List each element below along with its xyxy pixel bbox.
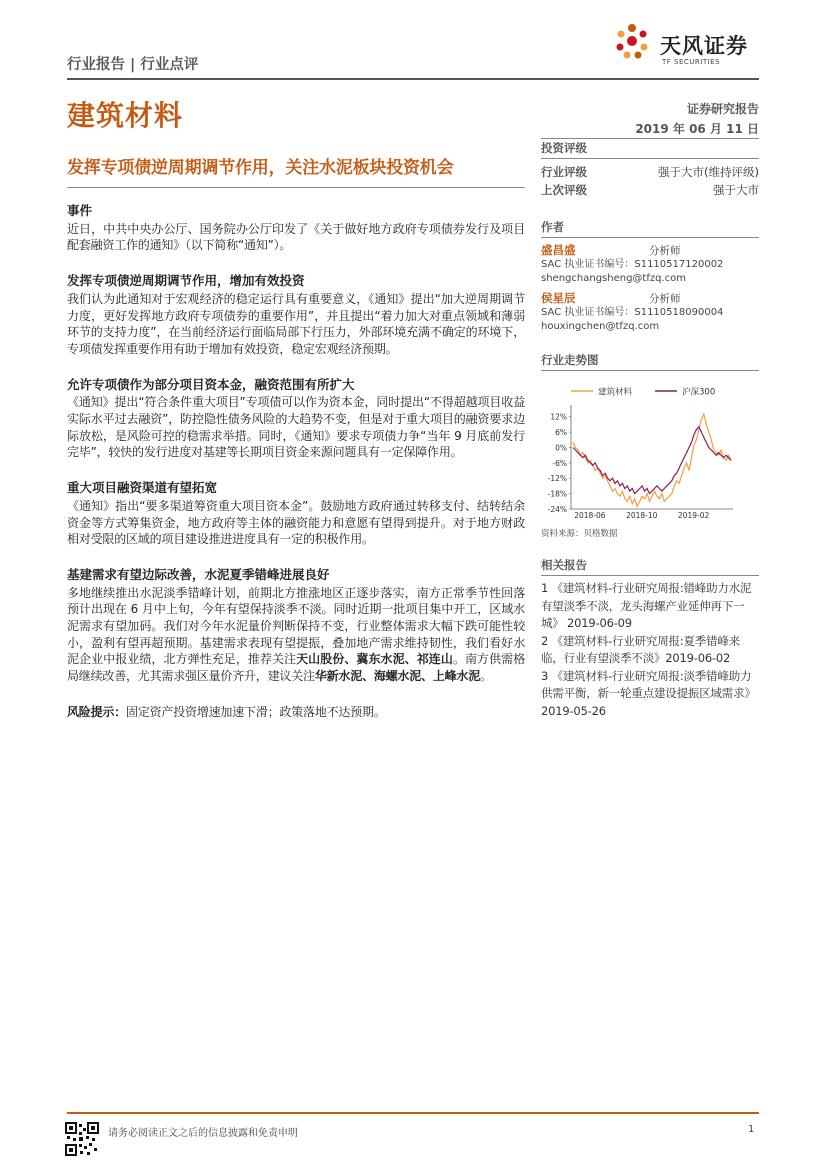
chart-source: 资料来源：贝格数据: [541, 529, 618, 539]
y-tick-label: -12%: [547, 474, 567, 484]
qr-code-icon: [65, 1122, 99, 1156]
legend-label: 沪深300: [682, 387, 716, 398]
logo-text-cn: 天风证券: [660, 34, 748, 58]
author-role: 分析师: [649, 293, 681, 305]
report-body: [67, 203, 525, 740]
section-text: 多地继续推出水泥淡季错峰计划，前期北方推涨地区正逐步落实，南方正常季节性回落预计出现在 6 月中上旬，今年有望保持淡季不淡。同时近期一批项目集中开工，区域水泥需求有望加码。我们对今年水泥量价判断保持不变，行业整体需求大幅下跌可能性较小，盈利有望再超预期。基建需求表现有望提振，叠加地产需求维持韧性，我们看好水泥企业中报业绩，北方弹性充足，推荐关注天山股份、冀东水泥、祁连山。南方供需格局继续改善，尤其需求强区量价齐升，建议关注华新水泥、海螺水泥、上峰水泥。: [67, 585, 526, 684]
related-report-item[interactable]: 1 《建筑材料-行业研究周报:错峰助力水泥有望淡季不淡，龙头海螺产业延伸再下一城》 2019-06-09: [541, 581, 752, 630]
rating-row-previous: 上次评级 强于大市: [541, 183, 759, 197]
author-cert: SAC 执业证书编号：S1110517120002: [541, 259, 724, 270]
rating-title: 投资评级: [541, 138, 759, 159]
x-tick-label: 2018-06: [574, 511, 606, 520]
report-date: 2019 年 06 月 11 日: [635, 122, 759, 136]
page-number: 1: [748, 1124, 755, 1135]
risk-label: 风险提示：: [67, 704, 127, 719]
author-block: [541, 290, 759, 334]
legend-label: 建筑材料: [598, 387, 633, 398]
related-report-item[interactable]: 2 《建筑材料-行业研究周报:夏季错峰来临，行业有望淡季不淡》2019-06-02: [541, 633, 740, 665]
section-heading: 重大项目融资渠道有望拓宽: [67, 480, 218, 496]
section-text: 近日，中共中央办公厅、国务院办公厅印发了《关于做好地方政府专项债券发行及项目配套融资工作的通知》（以下简称“通知”）。: [67, 221, 525, 253]
recommended-stocks-south: 华新水泥、海螺水泥、上峰水泥: [314, 669, 481, 684]
industry-title: 建筑材料: [67, 99, 184, 132]
author-name: 侯星辰: [541, 291, 576, 305]
y-tick-label: 6%: [555, 428, 567, 438]
authors-title: 作者: [541, 217, 759, 238]
y-tick-label: -24%: [547, 505, 567, 514]
y-tick-label: -6%: [552, 458, 567, 468]
author-role: 分析师: [649, 245, 681, 257]
series-line-沪深300: [573, 427, 731, 494]
y-tick-label: 12%: [550, 412, 567, 422]
author-email[interactable]: houxingchen@tfzq.com: [541, 321, 660, 332]
section-heading: 事件: [67, 203, 93, 218]
headline: 发挥专项债逆周期调节作用，关注水泥板块投资机会: [67, 158, 454, 178]
x-tick-label: 2019-02: [677, 511, 710, 520]
section-counter-cyclical: [67, 273, 525, 358]
header-divider: [67, 78, 759, 80]
industry-trend-chart: [541, 375, 759, 525]
x-tick-label: 2018-10: [626, 511, 658, 520]
section-event: [67, 203, 525, 254]
section-text: 我们认为此通知对于宏观经济的稳定运行具有重要意义，《通知》提出“加大逆周期调节力度，更好发挥地方政府专项债券的重要作用”，并且提出“着力加大对重点领域和薄弱环节的支持力度”，在当前经济运行面临局部下行压力，外部环境充满不确定的环境下，专项债发挥重要作用有助于增加有效投资，稳定宏观经济预期。: [67, 291, 525, 356]
logo-text-en: TF SECURITIES: [662, 58, 721, 66]
section-text: 《通知》提出“符合条件重大项目”专项债可以作为资本金，同时提出“不得超越项目收益实际水平过去融资”，防控隐性债务风险的大趋势不变，但是对于重大项目的融资要求边际放松，是风险可控的稳需求举措。同时，《通知》要求专项债力争“当年 9 月底前发行完毕”，较快的发行进度对基建等长期项目资金来源问题具有一定保障作用。: [67, 395, 525, 460]
risk-note: [67, 704, 525, 721]
footer-disclaimer: 请务必阅读正文之后的信息披露和免责申明: [108, 1128, 298, 1139]
section-financing: [67, 480, 525, 548]
risk-text: 固定资产投资增速加速下滑；政策落地不达预期。: [126, 704, 386, 719]
author-block: [541, 242, 759, 286]
section-demand: [67, 567, 525, 685]
series-line-建筑材料: [573, 414, 731, 506]
trend-title: 行业走势图: [541, 350, 759, 371]
author-name: 盛昌盛: [541, 243, 576, 257]
section-heading: 基建需求有望边际改善，水泥夏季错峰进展良好: [67, 566, 330, 582]
y-tick-label: 0%: [555, 443, 567, 453]
related-report-item[interactable]: 3 《建筑材料-行业研究周报:淡季错峰助力供需平衡，新一轮重点建设提振区域需求》 2019-05-26: [541, 668, 756, 718]
footer-divider: [67, 1112, 759, 1114]
tf-logo-icon: [612, 22, 652, 62]
recommended-stocks-north: 天山股份、冀东水泥、祁连山: [296, 652, 453, 667]
section-capital: [67, 377, 525, 462]
report-kind: 证券研究报告: [686, 102, 759, 116]
section-text: 《通知》指出“要多渠道筹资重大项目资本金”。鼓励地方政府通过转移支付、结转结余资金等方式筹集资金，地方政府等主体的融资能力和意愿有望得到提升。对于地方财政相对受限的区域的项目建设推进进度具有一定的积极作用。: [67, 498, 525, 547]
y-tick-label: -18%: [547, 489, 567, 499]
report-type-label: 行业报告 | 行业点评: [67, 57, 199, 73]
sidebar: [541, 138, 759, 720]
related-title: 相关报告: [541, 555, 759, 576]
trend-chart-svg: [541, 375, 759, 525]
headline-divider: [67, 187, 525, 188]
author-email[interactable]: shengchangsheng@tfzq.com: [541, 273, 686, 284]
section-heading: 发挥专项债逆周期调节作用，增加有效投资: [67, 273, 305, 289]
section-heading: 允许专项债作为部分项目资本金，融资范围有所扩大: [67, 376, 355, 392]
author-cert: SAC 执业证书编号：S1110518090004: [541, 307, 724, 318]
rating-row-industry: 行业评级 强于大市(维持评级): [541, 165, 759, 179]
